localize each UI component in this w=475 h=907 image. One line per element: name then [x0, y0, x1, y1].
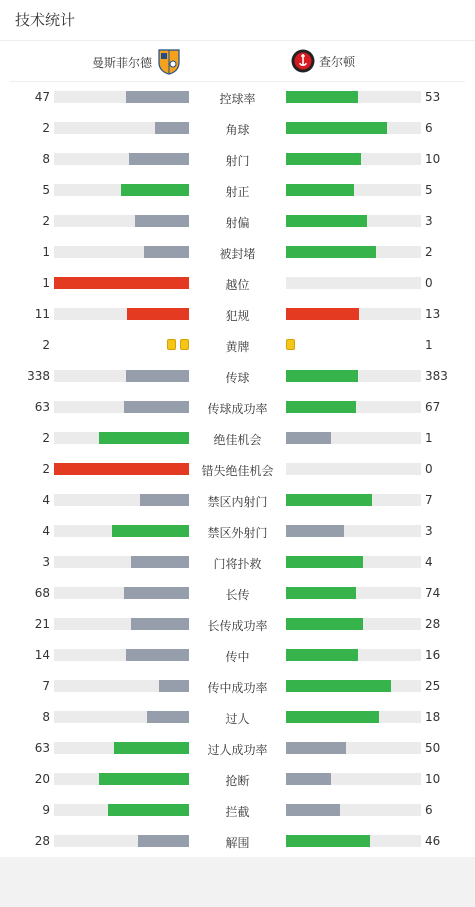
stats-list	[0, 82, 475, 857]
stat-row	[0, 392, 475, 423]
away-bar-track	[286, 556, 421, 568]
away-yellow-cards	[286, 339, 295, 350]
stat-row	[0, 206, 475, 237]
home-value: 14	[34, 648, 50, 662]
home-bar-fill	[112, 525, 189, 537]
away-value: 18	[425, 710, 441, 724]
away-value: 6	[425, 121, 433, 135]
stat-label: 黄牌	[225, 340, 250, 354]
home-bar-track	[54, 680, 189, 692]
away-value: 10	[425, 152, 441, 166]
home-value: 2	[42, 338, 50, 352]
away-bar-fill	[286, 556, 363, 568]
stat-row	[0, 299, 475, 330]
home-bar-track	[54, 370, 189, 382]
away-bar-fill	[286, 773, 331, 785]
stat-label: 拦截	[225, 805, 250, 819]
away-bar-track	[286, 184, 421, 196]
home-bar-fill	[155, 122, 189, 134]
stat-row	[0, 268, 475, 299]
stat-row	[0, 609, 475, 640]
stat-row	[0, 485, 475, 516]
stat-row	[0, 454, 475, 485]
stat-label: 长传	[225, 588, 250, 602]
home-bar-fill	[99, 773, 189, 785]
stat-label: 禁区内射门	[207, 495, 268, 509]
home-bar-track	[54, 246, 189, 258]
away-value: 1	[425, 431, 433, 445]
away-bar-track	[286, 246, 421, 258]
home-bar-fill	[126, 370, 189, 382]
stat-label: 长传成功率	[207, 619, 268, 633]
stat-label: 门将扑救	[213, 557, 262, 571]
home-bar-track	[54, 649, 189, 661]
home-value: 5	[42, 183, 50, 197]
home-value: 47	[34, 90, 50, 104]
away-bar-track	[286, 122, 421, 134]
away-value: 3	[425, 214, 433, 228]
home-bar-track	[54, 711, 189, 723]
away-value: 10	[425, 772, 441, 786]
home-value: 63	[34, 741, 50, 755]
home-bar-fill	[108, 804, 189, 816]
away-value: 53	[425, 90, 441, 104]
stat-row	[0, 547, 475, 578]
stat-row	[0, 144, 475, 175]
away-bar-track	[286, 91, 421, 103]
charlton-badge-icon	[291, 49, 315, 73]
home-value: 28	[34, 834, 50, 848]
stat-label: 射正	[225, 185, 250, 199]
stat-label: 绝佳机会	[213, 433, 262, 447]
away-bar-track	[286, 587, 421, 599]
home-bar-fill	[99, 432, 189, 444]
home-bar-fill	[54, 277, 189, 289]
stat-label: 错失绝佳机会	[201, 464, 274, 478]
home-bar-fill	[124, 401, 189, 413]
away-bar-fill	[286, 153, 361, 165]
home-value: 21	[34, 617, 50, 631]
away-bar-track	[286, 153, 421, 165]
home-bar-track	[54, 463, 189, 475]
home-bar-fill	[129, 153, 189, 165]
home-value: 63	[34, 400, 50, 414]
away-bar-track	[286, 618, 421, 630]
away-value: 6	[425, 803, 433, 817]
away-value: 25	[425, 679, 441, 693]
stat-label: 角球	[225, 123, 250, 137]
stat-label: 传球成功率	[207, 402, 268, 416]
mansfield-crest-icon	[158, 49, 180, 75]
away-bar-fill	[286, 618, 363, 630]
stat-row	[0, 578, 475, 609]
home-bar-track	[54, 432, 189, 444]
home-bar-track	[54, 556, 189, 568]
stat-label: 传球	[225, 371, 250, 385]
home-value: 8	[42, 152, 50, 166]
away-bar-track	[286, 308, 421, 320]
away-bar-track	[286, 711, 421, 723]
home-value: 68	[34, 586, 50, 600]
away-bar-fill	[286, 587, 356, 599]
away-value: 1	[425, 338, 433, 352]
away-value: 50	[425, 741, 441, 755]
home-bar-track	[54, 91, 189, 103]
away-bar-track	[286, 401, 421, 413]
away-bar-track	[286, 463, 421, 475]
away-bar-fill	[286, 525, 344, 537]
yellow-card-icon	[167, 339, 176, 350]
stat-label: 越位	[225, 278, 250, 292]
away-value: 0	[425, 462, 433, 476]
home-yellow-cards	[167, 339, 189, 350]
home-bar-track	[54, 773, 189, 785]
stat-row	[0, 361, 475, 392]
home-bar-fill	[114, 742, 189, 754]
away-team[interactable]	[291, 49, 355, 73]
home-value: 1	[42, 276, 50, 290]
stat-row	[0, 175, 475, 206]
home-team-name: 曼斯菲尔德	[91, 55, 152, 70]
away-bar-track	[286, 215, 421, 227]
home-bar-fill	[140, 494, 189, 506]
stat-row	[0, 423, 475, 454]
away-value: 2	[425, 245, 433, 259]
away-bar-track	[286, 525, 421, 537]
stat-label: 射偏	[225, 216, 250, 230]
home-value: 4	[42, 524, 50, 538]
stat-row	[0, 733, 475, 764]
home-value: 20	[34, 772, 50, 786]
away-bar-track	[286, 835, 421, 847]
stat-label: 射门	[225, 154, 250, 168]
away-value: 28	[425, 617, 441, 631]
stat-label: 过人	[225, 712, 250, 726]
away-bar-fill	[286, 804, 340, 816]
home-bar-fill	[127, 308, 189, 320]
away-bar-fill	[286, 184, 354, 196]
away-value: 7	[425, 493, 433, 507]
stat-row	[0, 516, 475, 547]
away-value: 5	[425, 183, 433, 197]
home-bar-track	[54, 215, 189, 227]
home-value: 11	[34, 307, 50, 321]
home-bar-fill	[126, 91, 189, 103]
stat-label: 解围	[225, 836, 250, 850]
away-bar-track	[286, 680, 421, 692]
stat-row	[0, 671, 475, 702]
away-bar-track	[286, 432, 421, 444]
away-bar-track	[286, 773, 421, 785]
away-bar-fill	[286, 308, 359, 320]
away-bar-fill	[286, 680, 391, 692]
away-bar-track	[286, 277, 421, 289]
away-value: 3	[425, 524, 433, 538]
stat-row	[0, 702, 475, 733]
home-value: 9	[42, 803, 50, 817]
away-bar-track	[286, 494, 421, 506]
stat-row	[0, 113, 475, 144]
home-value: 4	[42, 493, 50, 507]
away-bar-fill	[286, 742, 346, 754]
home-value: 338	[27, 369, 50, 383]
stat-label: 传中	[225, 650, 250, 664]
stat-label: 抢断	[225, 774, 250, 788]
stat-label: 禁区外射门	[207, 526, 268, 540]
away-bar-fill	[286, 91, 358, 103]
away-bar-fill	[286, 370, 358, 382]
home-team[interactable]	[92, 49, 180, 75]
stat-label: 过人成功率	[207, 743, 268, 757]
away-bar-track	[286, 649, 421, 661]
home-bar-fill	[121, 184, 189, 196]
away-value: 13	[425, 307, 441, 321]
home-bar-fill	[131, 618, 189, 630]
home-bar-track	[54, 618, 189, 630]
teams-header	[10, 41, 465, 82]
home-bar-fill	[135, 215, 189, 227]
away-value: 16	[425, 648, 441, 662]
away-bar-fill	[286, 215, 367, 227]
stat-label: 控球率	[219, 92, 256, 106]
away-bar-fill	[286, 835, 370, 847]
away-value: 67	[425, 400, 441, 414]
home-bar-track	[54, 804, 189, 816]
stat-row	[0, 82, 475, 113]
home-bar-track	[54, 153, 189, 165]
home-bar-fill	[144, 246, 189, 258]
away-value: 0	[425, 276, 433, 290]
home-bar-track	[54, 308, 189, 320]
stat-label: 被封堵	[219, 247, 256, 261]
away-bar-track	[286, 370, 421, 382]
away-bar-fill	[286, 122, 387, 134]
home-value: 3	[42, 555, 50, 569]
page-title: 技术统计	[0, 0, 475, 41]
home-bar-fill	[126, 649, 189, 661]
home-bar-track	[54, 587, 189, 599]
away-bar-fill	[286, 711, 379, 723]
away-bar-fill	[286, 401, 356, 413]
stat-label: 犯规	[225, 309, 250, 323]
away-value: 383	[425, 369, 448, 383]
stat-row	[0, 330, 475, 361]
yellow-card-icon	[286, 339, 295, 350]
stat-row	[0, 237, 475, 268]
away-bar-fill	[286, 494, 372, 506]
away-value: 46	[425, 834, 441, 848]
home-value: 8	[42, 710, 50, 724]
home-value: 2	[42, 214, 50, 228]
home-bar-fill	[159, 680, 189, 692]
home-value: 1	[42, 245, 50, 259]
yellow-card-icon	[180, 339, 189, 350]
home-bar-track	[54, 835, 189, 847]
away-value: 4	[425, 555, 433, 569]
home-value: 2	[42, 431, 50, 445]
away-bar-fill	[286, 649, 358, 661]
home-value: 7	[42, 679, 50, 693]
home-bar-fill	[131, 556, 189, 568]
home-bar-track	[54, 742, 189, 754]
away-value: 74	[425, 586, 441, 600]
home-bar-fill	[54, 463, 189, 475]
home-bar-track	[54, 277, 189, 289]
away-bar-fill	[286, 432, 331, 444]
away-bar-track	[286, 804, 421, 816]
away-bar-track	[286, 742, 421, 754]
home-bar-fill	[124, 587, 189, 599]
home-bar-fill	[138, 835, 189, 847]
home-value: 2	[42, 462, 50, 476]
home-bar-track	[54, 494, 189, 506]
away-team-name: 查尔顿	[319, 54, 356, 69]
stat-row	[0, 640, 475, 671]
home-bar-track	[54, 401, 189, 413]
away-bar-fill	[286, 246, 376, 258]
home-bar-track	[54, 122, 189, 134]
home-bar-fill	[147, 711, 189, 723]
stat-row	[0, 826, 475, 857]
stat-label: 传中成功率	[207, 681, 268, 695]
stat-row	[0, 764, 475, 795]
home-bar-track	[54, 525, 189, 537]
stat-row	[0, 795, 475, 826]
home-value: 2	[42, 121, 50, 135]
home-bar-track	[54, 184, 189, 196]
